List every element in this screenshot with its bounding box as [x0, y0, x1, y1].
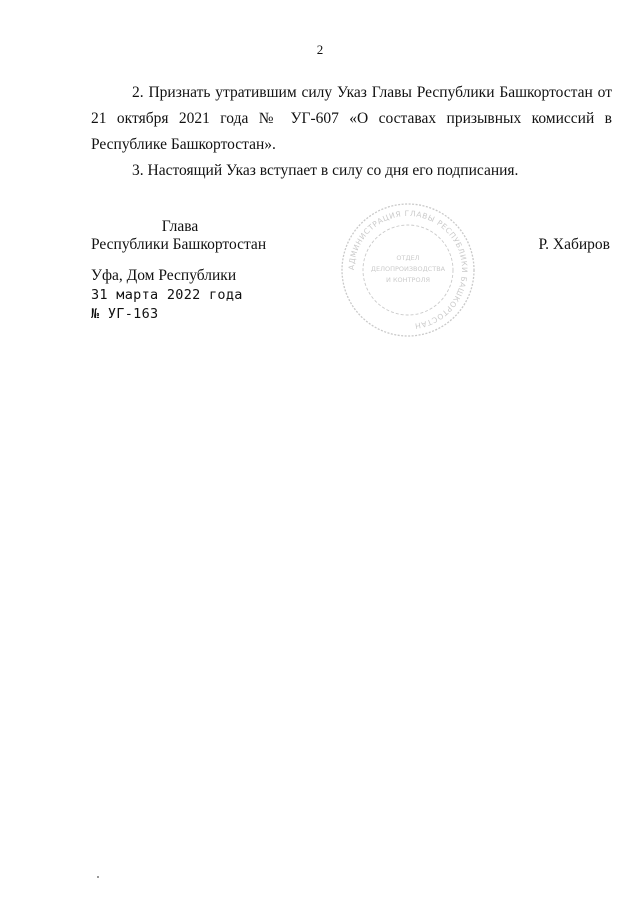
- issue-place: Уфа, Дом Республики: [91, 267, 237, 284]
- document-body: [91, 80, 612, 184]
- issue-details: [91, 266, 243, 324]
- seal-center-line-3: И КОНТРОЛЯ: [386, 276, 430, 284]
- seal-ring-text: АДМИНИСТРАЦИЯ ГЛАВЫ РЕСПУБЛИКИ БАШКОРТОСТАН: [346, 208, 470, 331]
- seal-center-line-1: ОТДЕЛ: [396, 254, 420, 262]
- seal-center-line-2: ДЕЛОПРОИЗВОДСТВА: [370, 265, 446, 273]
- paragraph-2: 2. Признать утратившим силу Указ Главы Республики Башкортостан от 21 октября 2021 года № УГ-607 «О составах призывных комиссий в Республике Башкортостан».: [91, 84, 612, 153]
- issue-date: 31 марта 2022 года: [91, 287, 243, 303]
- scan-speck: [97, 876, 99, 878]
- signer-name: Р. Хабиров: [538, 236, 610, 253]
- signer-organization: Республики Башкортостан: [91, 236, 267, 253]
- official-seal-stamp: [338, 200, 478, 340]
- paragraph-3: 3. Настоящий Указ вступает в силу со дня его подписания.: [132, 162, 519, 179]
- signature-block: [91, 218, 269, 254]
- signer-title: Глава: [161, 218, 199, 235]
- decree-number: № УГ-163: [91, 306, 159, 322]
- page-number: 2: [316, 42, 324, 57]
